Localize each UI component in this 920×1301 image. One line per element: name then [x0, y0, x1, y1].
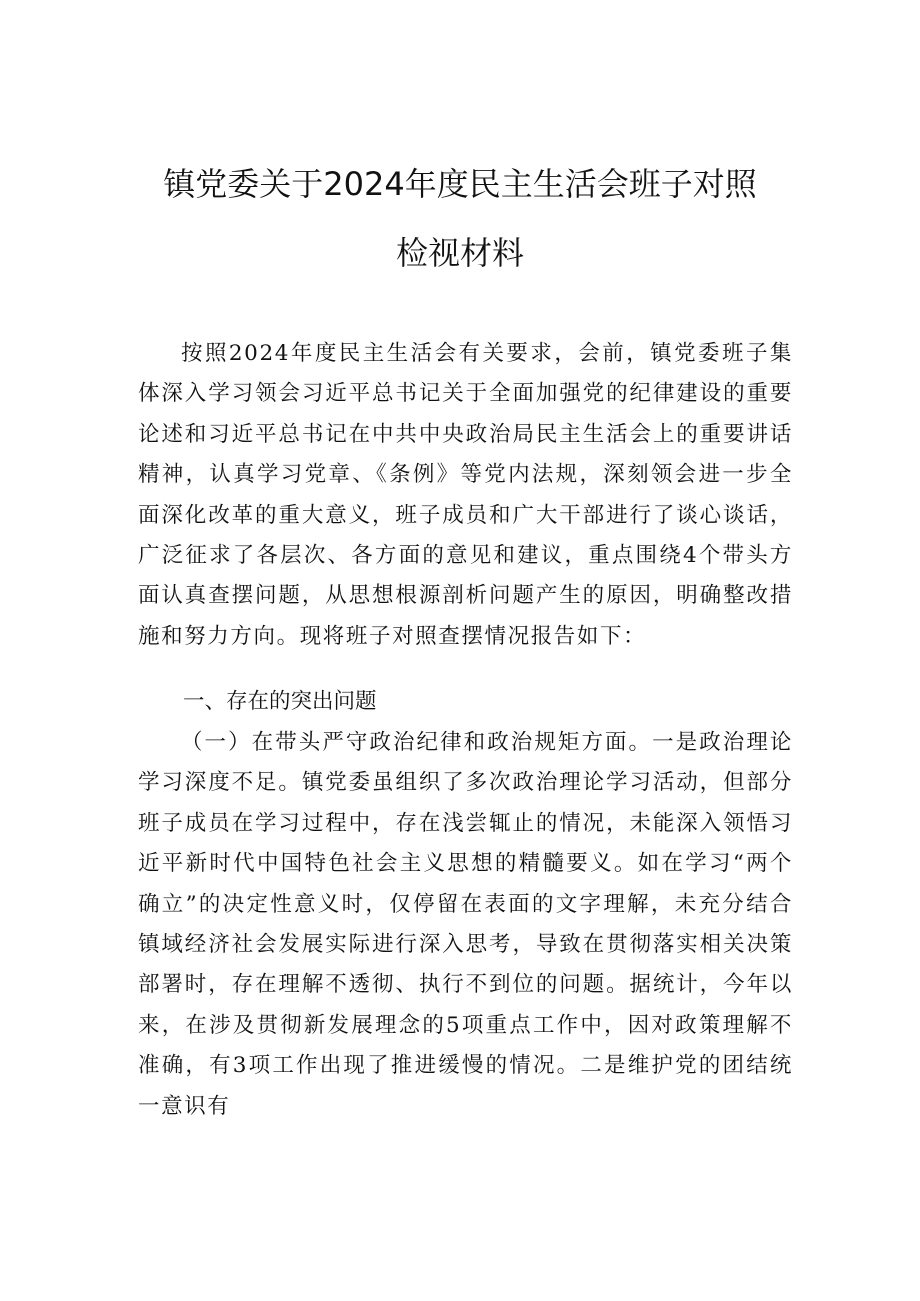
body-paragraph: （一）在带头严守政治纪律和政治规矩方面。一是政治理论学习深度不足。镇党委虽组织了多次政治理论学习活动，但部分班子成员在学习过程中，存在浅尝辄止的情况，未能深入领悟习近平新时代中国特色社会主义思想的精髓要义。如在学习“两个确立”的决定性意义时，仅停留在表面的文字理解，未充分结合镇域经济社会发展实际进行深入思考，导致在贯彻落实相关决策部署时，存在理解不透彻、执行不到位的问题。据统计，今年以来，在涉及贯彻新发展理念的5项重点工作中，因对政策理解不准确，有3项工作出现了推进缓慢的情况。二是维护党的团结统一意识有	[138, 730, 793, 1119]
intro-paragraph: 按照2024年度民主生活会有关要求，会前，镇党委班子集体深入学习领会习近平总书记关于全面加强党的纪律建设的重要论述和习近平总书记在中共中央政治局民主生活会上的重要讲话精神，认真学习党章、《条例》等党内法规，深刻领会进一步全面深化改革的重大意义，班子成员和广大干部进行了谈心谈话，广泛征求了各层次、各方面的意见和建议，重点围绕4个带头方面认真查摆问题，从思想根源剖析问题产生的原因，明确整改措施和努力方向。现将班子对照查摆情况报告如下：	[138, 341, 793, 649]
document-title-line-2: 检视材料	[395, 234, 524, 272]
document-title-line-1: 镇党委关于2024年度民主生活会班子对照	[163, 165, 757, 203]
section-heading: 一、存在的突出问题	[183, 689, 377, 714]
